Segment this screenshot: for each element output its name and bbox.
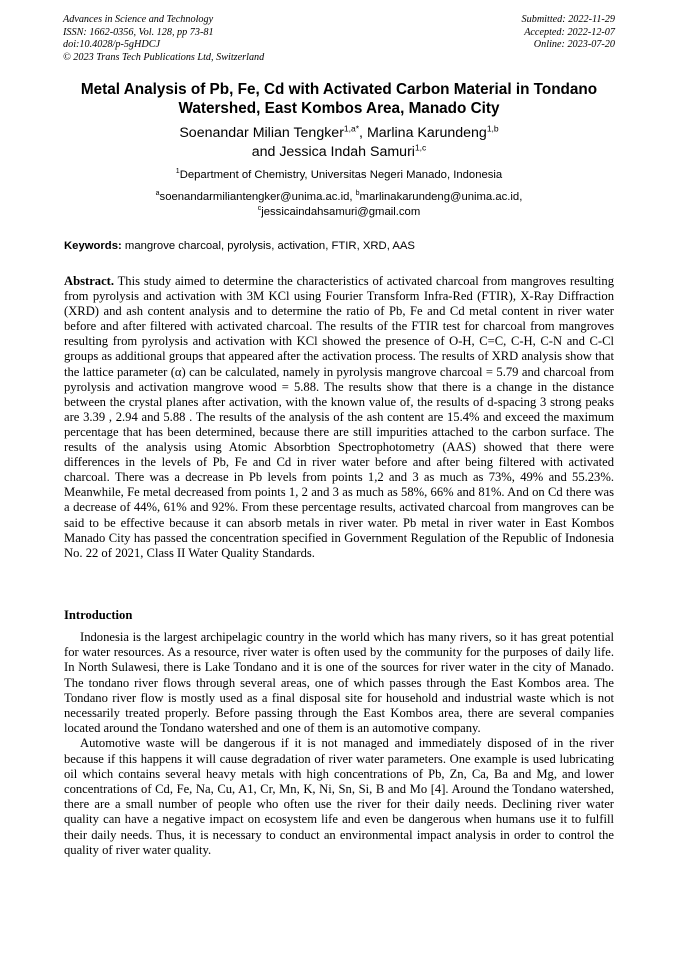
author-name: Soenandar Milian Tengker: [179, 125, 344, 141]
abstract-label: Abstract.: [64, 274, 115, 288]
author-superscript: 1,c: [414, 142, 427, 153]
publication-dates: [522, 14, 615, 52]
email-link[interactable]: marlinakarundeng@unima.ac.id,: [359, 191, 523, 203]
keywords-text: mangrove charcoal, pyrolysis, activation, FTIR, XRD, AAS: [121, 240, 415, 252]
doi-line: doi:10.4028/p-5gHDCJ: [63, 39, 161, 50]
author-name: Marlina Karundeng: [366, 125, 487, 141]
author-list: [60, 124, 618, 162]
keywords: [64, 239, 614, 253]
section-heading-introduction: Introduction: [64, 608, 133, 622]
paragraph: Indonesia is the largest archipelagic country in the world which has many rivers, so it has great potential for water resources. As a resource, river water is often used by the community for the purposes of daily life. In North Sulawesi, there is Lake Tondano and it is one of the sources for river water in the city of Manado. The tondano river flows through several areas, one of which passes through the East Kombos area. The Tondano river flow is mostly used as a final disposal site for household and industrial waste which is not necessarily treated properly. Before passing through the East Kombos area, there are several companies located around the Tondano watershed and one of them is an automotive company.: [64, 630, 614, 736]
submitted-date: Submitted: 2022-11-29: [521, 14, 615, 25]
online-date: Online: 2023-07-20: [533, 39, 615, 50]
author-superscript: 1,b: [486, 123, 499, 134]
author-conjunction: and: [251, 144, 280, 160]
copyright-line: © 2023 Trans Tech Publications Ltd, Switzerland: [63, 51, 265, 63]
paper-title: Metal Analysis of Pb, Fe, Cd with Activated Carbon Material in Tondano Watershed, East Kombos Area, Manado City: [80, 81, 598, 117]
email-superscript: b: [355, 190, 360, 198]
author-emails: [60, 190, 618, 219]
abstract-text: This study aimed to determine the characteristics of activated charcoal from mangroves resulting from pyrolysis and activation with 3M KCl using Fourier Transform Infra-Red (FTIR), X-Ray Diffraction (XRD) and ash content analysis and to determine the ratio of Pb, Fe and Cd metal content in river water before and after filtered with activated charcoal. The results of the FTIR test for charcoal from mangroves resulting from pyrolysis and activation with KCl showed the presence of O-H, C=C, C-H, C-N and C-Cl groups as additional groups that appeared after the activation process. The results of XRD analysis show that the lattice parameter (α) can be calculated, namely in pyrolysis mangrove charcoal = 5.79 and charcoal from pyrolysis and activation mangrove wood = 5.88. The results show that there is a change in the distance between the crystal planes after activation, with the known value of, the results of d-spacing 3 strong peaks are 3.39 , 2.94 and 5.88 . The results of the analysis of the ash content are 15.4% and exceed the maximum percentage that has been determined, because there are still impurities attached to the carbon surface. The results of the analysis using Atomic Absorbtion Spectrophotometry (AAS) showed that there were differences in the levels of Pb, Fe and Cd in river water before and after being filtered with activated charcoal. There was a decrease in Pb levels from points 1,2 and 3 as much as 73%, 49% and 55.23%. Meanwhile, Fe metal decreased from points 1, 2 and 3 as much as 58%, 66% and 81%. And on Cd there was a decrease of 44%, 61% and 92%. From these percentage results, activated charcoal from mangroves can be said to be effective because it can absorb metals in river water. Pb metal in river water in East Kombos Manado City has passed the concentration specified in Government Regulation of the Republic of Indonesia No. 22 of 2021, Class II Water Quality Standards.: [64, 274, 614, 560]
accepted-date: Accepted: 2022-12-07: [524, 26, 615, 38]
issn-line: ISSN: 1662-0356, Vol. 128, pp 73-81: [63, 26, 214, 38]
author-name: Jessica Indah Samuri: [279, 144, 415, 160]
keywords-label: Keywords:: [64, 240, 122, 252]
affiliation-superscript: 1: [175, 168, 180, 176]
author-separator: ,: [359, 125, 367, 141]
publication-info: [63, 14, 264, 64]
email-superscript: c: [257, 204, 262, 212]
abstract: [64, 274, 614, 561]
affiliation: [60, 168, 618, 182]
email-link[interactable]: soenandarmiliantengker@unima.ac.id,: [159, 191, 356, 203]
running-header: [63, 14, 615, 66]
introduction-body: [64, 630, 614, 858]
journal-name: Advances in Science and Technology: [63, 14, 214, 25]
email-superscript: a: [155, 190, 160, 198]
author-superscript: 1,a*: [343, 123, 360, 134]
affiliation-text: Department of Chemistry, Universitas Negeri Manado, Indonesia: [179, 169, 503, 181]
paragraph: Automotive waste will be dangerous if it is not managed and immediately disposed of in the river because if this happens it will cause degradation of river water parameters. One example is used lubricating oil which contains several heavy metals with high concentrations of Pb, Zn, Ca, Ba and Mg, and lower concentrations of Cd, Fe, Na, Cu, A1, Cr, Mn, K, Ni, Sn, Si, B and Mo [4]. Around the Tondano watershed, there are a small number of people who often use the river for their daily needs. Declining river water quality can have a negative impact on ecosystem life and even be dangerous when humans use it to fulfill their daily needs. Thus, it is necessary to conduct an environmental impact analysis in order to control the quality of river water quality.: [64, 736, 614, 857]
email-link[interactable]: jessicaindahsamuri@gmail.com: [261, 205, 421, 218]
